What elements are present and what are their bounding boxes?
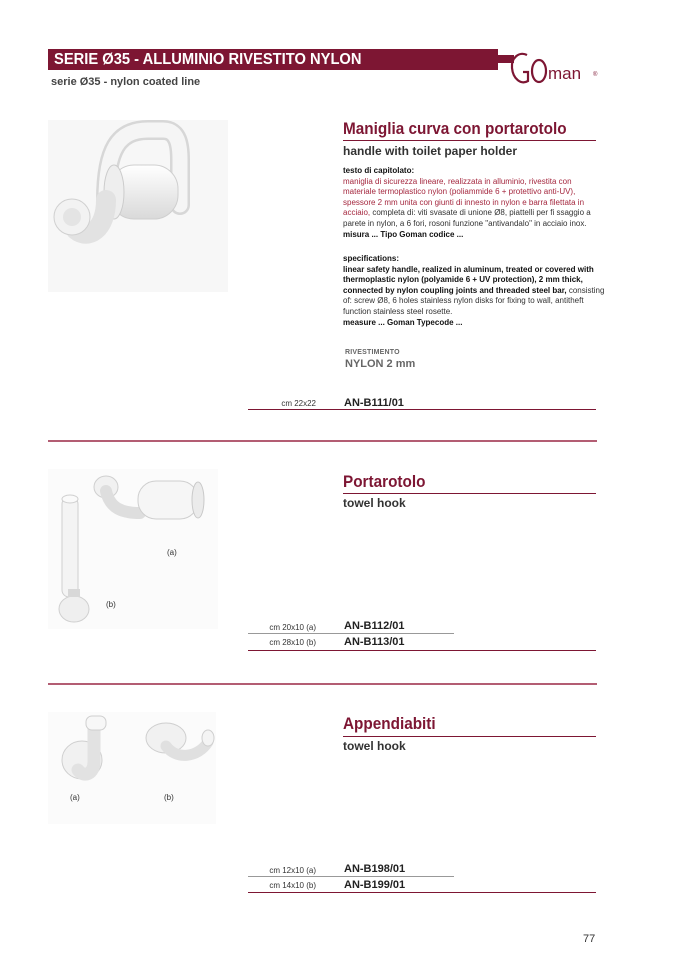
logo-registered: ® <box>593 72 598 78</box>
page-title: SERIE Ø35 - ALLUMINIO RIVESTITO NYLON <box>54 51 362 68</box>
product1-title: Maniglia curva con portarotolo <box>343 119 567 138</box>
variant-rule <box>248 892 596 893</box>
goman-logo <box>509 48 605 90</box>
variant-measure: cm 12x10 (a) <box>269 866 316 875</box>
product2-subtitle: towel hook <box>343 496 406 510</box>
variant-code: AN-B199/01 <box>344 879 406 891</box>
product3-label-a: (a) <box>70 793 80 802</box>
product2-title-rule <box>343 493 596 494</box>
spec-it-heading: testo di capitolato: <box>343 166 415 175</box>
handle-with-paper-holder-icon <box>48 120 228 292</box>
product2-label-b: (b) <box>106 600 116 609</box>
product1-photo <box>48 120 228 292</box>
variant-measure: cm 20x10 (a) <box>269 623 316 632</box>
coating-label: RIVESTIMENTO <box>345 349 400 356</box>
variant-rule <box>248 633 454 634</box>
variant-rule <box>248 409 596 410</box>
product2-photo <box>48 469 218 629</box>
coating-value: NYLON 2 mm <box>345 358 416 370</box>
section-separator <box>48 683 597 685</box>
product2-label-a: (a) <box>167 548 177 557</box>
toilet-roll-holder-icon <box>48 469 218 629</box>
product1-spec-en <box>343 254 605 328</box>
page-subtitle: serie Ø35 - nylon coated line <box>51 76 201 88</box>
product3-label-b: (b) <box>164 793 174 802</box>
variant-code: AN-B112/01 <box>344 620 405 632</box>
spec-en-body: consisting of: screw Ø8, 6 holes stainless nylon disks for fixing to wall, antitheft function stainless steel rosette. <box>343 285 605 316</box>
spec-en-heading: specifications: <box>343 254 400 263</box>
spec-en-measure: measure ... Goman Typecode ... <box>343 317 463 327</box>
spec-en-body-bold: linear safety handle, realized in aluminum, treated or covered with thermoplastic nylon (polyamide 6 + UV protection), 2 mm thick, connected by nylon coupling joints and threaded steel bar, <box>343 264 594 295</box>
variant-rule <box>248 876 454 877</box>
product3-photo <box>48 712 216 824</box>
variant-measure: cm 14x10 (b) <box>269 881 316 890</box>
variant-measure: cm 28x10 (b) <box>269 638 316 647</box>
spec-it-measure: misura ... Tipo Goman codice ... <box>343 229 464 239</box>
variant-measure: cm 22x22 <box>281 399 316 408</box>
towel-hook-icon <box>48 712 216 824</box>
logo-text: man <box>548 64 582 83</box>
product2-title: Portarotolo <box>343 472 426 491</box>
product3-title: Appendiabiti <box>343 714 436 733</box>
product1-spec-it <box>343 166 605 240</box>
page-number: 77 <box>583 933 596 945</box>
product1-title-rule <box>343 140 596 141</box>
product1-subtitle: handle with toilet paper holder <box>343 144 518 158</box>
product3-subtitle: towel hook <box>343 739 406 753</box>
product3-title-rule <box>343 736 596 737</box>
goman-logo-icon <box>509 48 605 90</box>
variant-code: AN-B113/01 <box>344 636 405 648</box>
variant-code: AN-B198/01 <box>344 863 406 875</box>
variant-rule <box>248 650 596 651</box>
spec-it-body: completa di: viti svasate di unione Ø8, piattelli per fi ssaggio a parete in nylon, a 6 fori, rosoni funzione "antivandalo" in acciaio inox. <box>343 208 591 228</box>
section-separator <box>48 440 597 442</box>
variant-code: AN-B111/01 <box>344 397 404 409</box>
spec-it-body-highlight: maniglia di sicurezza lineare, realizzata in alluminio, rivestita con materiale termoplastico nylon (poliammide 6 + protettivo anti-UV), spessore 2 mm unita con giunti di innesto in nylon e barra filettata in acciaio, <box>343 176 585 218</box>
